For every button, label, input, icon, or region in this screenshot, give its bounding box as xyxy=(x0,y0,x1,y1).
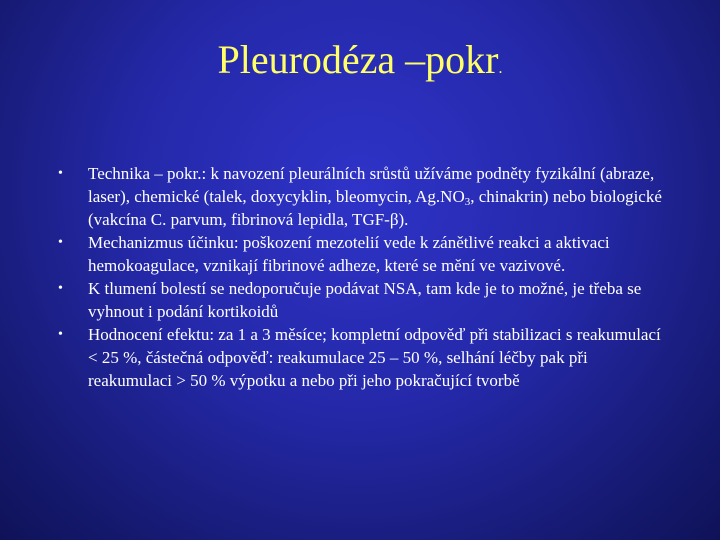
subscript-3: 3 xyxy=(464,196,471,208)
bullet-text-technique xyxy=(88,162,668,231)
bullet-icon: • xyxy=(58,281,63,296)
slide-title xyxy=(0,36,720,93)
bullet-icon: • xyxy=(58,327,63,342)
bullet-icon: • xyxy=(58,166,63,181)
bullet-text-mechanism: Mechanizmus účinku: poškození mezotelií vede k zánětlivé reakci a aktivaci hemokoagulace, vznikají fibrinové adheze, které se mění ve vazivové. xyxy=(88,233,610,275)
bullet-item-mechanism xyxy=(58,231,668,277)
bullet-list xyxy=(58,162,668,392)
slide-title-dot: . xyxy=(498,60,503,77)
bullet-item-evaluation xyxy=(58,323,668,392)
bullet-icon: • xyxy=(58,235,63,250)
bullet-text-technique-part2: , chinakrin) nebo biologické (vakcína C. parvum, fibrinová lepidla, TGF-β). xyxy=(88,187,662,229)
bullet-text-pain: K tlumení bolestí se nedoporučuje podávat NSA, tam kde je to možné, je třeba se vyhnout i podání kortikoidů xyxy=(88,279,642,321)
bullet-item-technique xyxy=(58,162,668,231)
bullet-item-pain xyxy=(58,277,668,323)
slide-title-text: Pleurodéza –pokr xyxy=(217,37,499,82)
bullet-text-technique-part1: Technika – pokr.: k navození pleurálních srůstů užíváme podněty fyzikální (abraze, laser), chemické (talek, doxycyklin, bleomycin, Ag.NO xyxy=(88,164,655,206)
bullet-text-evaluation: Hodnocení efektu: za 1 a 3 měsíce; kompletní odpověď při stabilizaci s reakumulací < 25 %, částečná odpověď: reakumulace 25 – 50 %, selhání léčby pak při reakumulaci > 50 % výpotku a nebo při jeho pokračující tvorbě xyxy=(88,325,661,390)
